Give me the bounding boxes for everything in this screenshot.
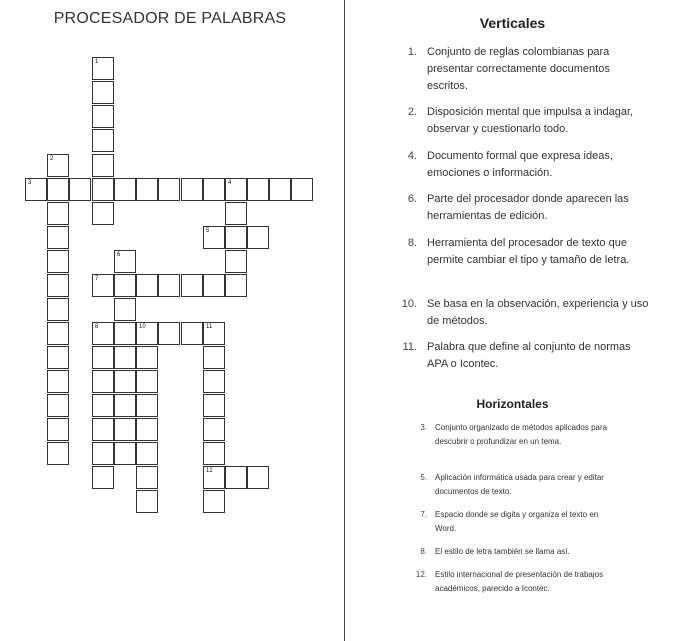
crossword-cell[interactable]: [92, 346, 114, 369]
horizontales-heading: Horizontales: [476, 397, 549, 411]
crossword-cell[interactable]: [92, 418, 114, 441]
crossword-cell[interactable]: [247, 178, 269, 201]
clue-text: Conjunto organizado de métodos aplicados para descubrir o profundizar en un tema.: [435, 423, 608, 446]
crossword-cell[interactable]: [114, 442, 136, 465]
crossword-cell[interactable]: [225, 202, 247, 225]
cell-number: 2: [50, 156, 54, 162]
crossword-cell[interactable]: [203, 322, 225, 345]
crossword-cell[interactable]: [136, 322, 158, 345]
crossword-cell[interactable]: [47, 178, 69, 201]
crossword-cell[interactable]: [136, 178, 158, 201]
crossword-cell[interactable]: [203, 394, 225, 417]
crossword-cell[interactable]: [247, 466, 269, 489]
crossword-cell[interactable]: [225, 466, 247, 489]
crossword-cell[interactable]: [114, 394, 136, 417]
clue-number: 8.: [420, 547, 427, 556]
crossword-cell[interactable]: [225, 274, 247, 297]
clue-text: Disposición mental que impulsa a indagar, observar y cuestionarlo todo.: [427, 106, 634, 135]
crossword-cell[interactable]: [181, 322, 203, 345]
crossword-cell[interactable]: [158, 274, 180, 297]
crossword-cell[interactable]: [203, 418, 225, 441]
crossword-cell[interactable]: [136, 394, 158, 417]
crossword-cell[interactable]: [203, 442, 225, 465]
crossword-cell[interactable]: [181, 178, 203, 201]
crossword-cell[interactable]: [203, 346, 225, 369]
crossword-cell[interactable]: [25, 178, 47, 201]
cell-number: 1: [95, 59, 99, 65]
cell-number: 7: [95, 276, 99, 282]
crossword-cell[interactable]: [92, 274, 114, 297]
crossword-cell[interactable]: [114, 250, 136, 273]
crossword-cell[interactable]: [136, 370, 158, 393]
crossword-cell[interactable]: [114, 178, 136, 201]
crossword-cell[interactable]: [47, 250, 69, 273]
crossword-cell[interactable]: [47, 298, 69, 321]
crossword-cell[interactable]: [92, 154, 114, 177]
crossword-cell[interactable]: [47, 418, 69, 441]
crossword-cell[interactable]: [114, 346, 136, 369]
crossword-cell[interactable]: [92, 57, 114, 80]
crossword-cell[interactable]: [92, 466, 114, 489]
crossword-cell[interactable]: [114, 274, 136, 297]
crossword-cell[interactable]: [69, 178, 91, 201]
crossword-cell[interactable]: [114, 322, 136, 345]
crossword-cell[interactable]: [247, 226, 269, 249]
crossword-cell[interactable]: [114, 298, 136, 321]
crossword-cell[interactable]: [269, 178, 291, 201]
crossword-cell[interactable]: [92, 322, 114, 345]
crossword-cell[interactable]: [158, 178, 180, 201]
crossword-cell[interactable]: [47, 154, 69, 177]
crossword-cell[interactable]: [136, 466, 158, 489]
crossword-cell[interactable]: [203, 490, 225, 513]
crossword-cell[interactable]: [203, 178, 225, 201]
crossword-cell[interactable]: [203, 226, 225, 249]
page-title: PROCESADOR DE PALABRAS: [53, 10, 287, 27]
crossword-cell[interactable]: [47, 274, 69, 297]
crossword-cell[interactable]: [114, 370, 136, 393]
cell-number: 4: [228, 180, 232, 186]
cell-number: 6: [117, 252, 121, 258]
clue-text: Se basa en la observación, experiencia y uso de métodos.: [427, 298, 649, 327]
crossword-cell[interactable]: [92, 178, 114, 201]
clue-number: 6.: [407, 193, 417, 205]
clue-number: 11.: [402, 341, 417, 353]
crossword-cell[interactable]: [47, 226, 69, 249]
divider: [344, 0, 345, 641]
crossword-cell[interactable]: [136, 274, 158, 297]
cell-number: 11: [206, 324, 213, 330]
crossword-cell[interactable]: [92, 442, 114, 465]
verticales-heading: Verticales: [479, 15, 546, 31]
clue-text: Estilo internacional de presentación de trabajos académicos, parecido a Icontec.: [435, 570, 604, 593]
crossword-cell[interactable]: [47, 202, 69, 225]
clue-text: Palabra que define al conjunto de normas APA o Icontec.: [427, 341, 631, 370]
clue-number: 3.: [420, 423, 427, 432]
crossword-cell[interactable]: [203, 274, 225, 297]
cell-number: 10: [139, 324, 146, 330]
clue-number: 4.: [407, 150, 417, 162]
crossword-cell[interactable]: [92, 370, 114, 393]
clue-number: 1.: [407, 46, 417, 58]
crossword-cell[interactable]: [203, 370, 225, 393]
clue-text: Documento formal que expresa ideas, emociones o información.: [427, 150, 613, 179]
crossword-cell[interactable]: [136, 346, 158, 369]
crossword-cell[interactable]: [47, 346, 69, 369]
clue-text: Herramienta del procesador de texto que permite cambiar el tipo y tamaño de letra.: [427, 237, 630, 266]
crossword-cell[interactable]: [181, 274, 203, 297]
crossword-cell[interactable]: [225, 226, 247, 249]
crossword-cell[interactable]: [158, 322, 180, 345]
cell-number: 5: [206, 228, 210, 234]
clue-number: 7.: [420, 510, 427, 519]
cell-number: 12: [206, 468, 213, 474]
clue-text: Parte del procesador donde aparecen las herramientas de edición.: [427, 193, 629, 222]
crossword-cell[interactable]: [225, 178, 247, 201]
clue-number: 10.: [401, 298, 417, 310]
cell-number: 3: [28, 180, 32, 186]
clue-number: 2.: [407, 106, 417, 118]
clue-text: Espacio donde se digita y organiza el texto en Word.: [435, 510, 599, 533]
clue-number: 8.: [407, 237, 417, 249]
clue-number: 12.: [415, 570, 427, 579]
crossword-cell[interactable]: [203, 466, 225, 489]
crossword-cell[interactable]: [92, 394, 114, 417]
crossword-cell[interactable]: [92, 81, 114, 104]
crossword-cell[interactable]: [92, 129, 114, 152]
crossword-cell[interactable]: [225, 250, 247, 273]
crossword-cell[interactable]: [136, 418, 158, 441]
crossword-cell[interactable]: [291, 178, 313, 201]
clue-text: Aplicación informática usada para crear y editar documentos de texto.: [435, 473, 604, 496]
crossword-cell[interactable]: [92, 105, 114, 128]
clue-number: 5.: [420, 473, 427, 482]
crossword-cell[interactable]: [47, 442, 69, 465]
crossword-cell[interactable]: [92, 202, 114, 225]
crossword-cell[interactable]: [114, 418, 136, 441]
clue-text: Conjunto de reglas colombianas para presentar correctamente documentos escritos.: [427, 46, 610, 92]
crossword-cell[interactable]: [47, 394, 69, 417]
crossword-cell[interactable]: [47, 370, 69, 393]
cell-number: 8: [95, 324, 99, 330]
clue-text: El estilo de letra también se llama así.: [435, 547, 570, 556]
crossword-cell[interactable]: [136, 442, 158, 465]
crossword-cell[interactable]: [136, 490, 158, 513]
crossword-cell[interactable]: [47, 322, 69, 345]
